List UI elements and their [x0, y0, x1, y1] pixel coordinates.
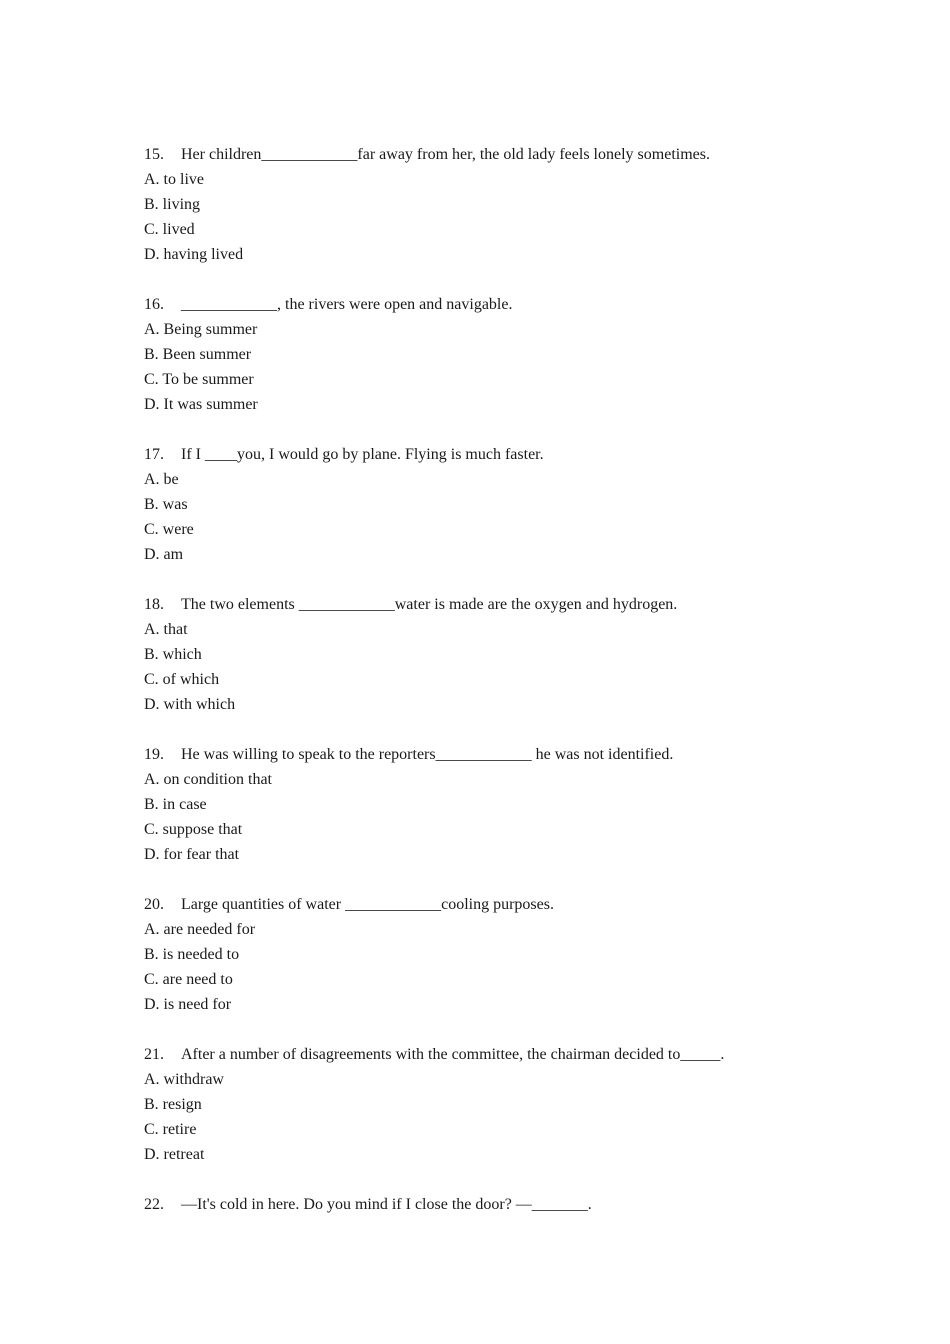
option-a: A. to live	[144, 171, 204, 188]
question-text: ____________, the rivers were open and navigable.	[181, 296, 513, 313]
option-b: B. Been summer	[144, 346, 252, 363]
option-c: C. were	[144, 521, 194, 538]
option-b: B. living	[144, 196, 201, 213]
option-b: B. which	[144, 646, 202, 663]
option-c: C. To be summer	[144, 371, 254, 388]
question-21	[144, 1042, 844, 1167]
option-b: B. was	[144, 496, 188, 513]
question-stem	[144, 292, 844, 317]
question-text: After a number of disagreements with the committee, the chairman decided to_____.	[181, 1046, 725, 1063]
question-number: 16.	[144, 296, 164, 313]
question-15	[144, 142, 844, 267]
option-d: D. It was summer	[144, 396, 258, 413]
option-c: C. lived	[144, 221, 195, 238]
option-c: C. retire	[144, 1121, 197, 1138]
option-a: A. be	[144, 471, 179, 488]
question-number: 22.	[144, 1196, 164, 1213]
option-d: D. retreat	[144, 1146, 205, 1163]
question-stem	[144, 592, 844, 617]
option-c: C. are need to	[144, 971, 233, 988]
question-stem	[144, 142, 844, 167]
option-c: C. of which	[144, 671, 220, 688]
option-d: D. having lived	[144, 246, 244, 263]
question-stem	[144, 1192, 844, 1217]
question-text: He was willing to speak to the reporters____________ he was not identified.	[181, 746, 674, 763]
option-d: D. is need for	[144, 996, 232, 1013]
question-20	[144, 892, 844, 1017]
question-text: If I ____you, I would go by plane. Flying is much faster.	[181, 446, 544, 463]
option-a: A. on condition that	[144, 771, 272, 788]
option-d: D. am	[144, 546, 184, 563]
option-d: D. with which	[144, 696, 236, 713]
question-number: 15.	[144, 146, 164, 163]
option-a: A. are needed for	[144, 921, 256, 938]
question-16	[144, 292, 844, 417]
question-stem	[144, 442, 844, 467]
question-number: 20.	[144, 896, 164, 913]
question-18	[144, 592, 844, 717]
option-a: A. that	[144, 621, 188, 638]
question-19	[144, 742, 844, 867]
question-text: The two elements ____________water is made are the oxygen and hydrogen.	[181, 596, 678, 613]
option-c: C. suppose that	[144, 821, 243, 838]
question-text: Large quantities of water ____________cooling purposes.	[181, 896, 554, 913]
question-stem	[144, 1042, 844, 1067]
question-22	[144, 1192, 844, 1217]
question-17	[144, 442, 844, 567]
question-stem	[144, 892, 844, 917]
question-text: Her children____________far away from her, the old lady feels lonely sometimes.	[181, 146, 710, 163]
question-number: 19.	[144, 746, 164, 763]
option-b: B. is needed to	[144, 946, 240, 963]
option-d: D. for fear that	[144, 846, 240, 863]
document-page	[144, 142, 844, 1242]
option-b: B. resign	[144, 1096, 202, 1113]
question-number: 21.	[144, 1046, 164, 1063]
question-number: 18.	[144, 596, 164, 613]
question-stem	[144, 742, 844, 767]
option-a: A. withdraw	[144, 1071, 224, 1088]
question-text: —It's cold in here. Do you mind if I close the door? —_______.	[181, 1196, 592, 1213]
option-b: B. in case	[144, 796, 207, 813]
question-number: 17.	[144, 446, 164, 463]
option-a: A. Being summer	[144, 321, 258, 338]
